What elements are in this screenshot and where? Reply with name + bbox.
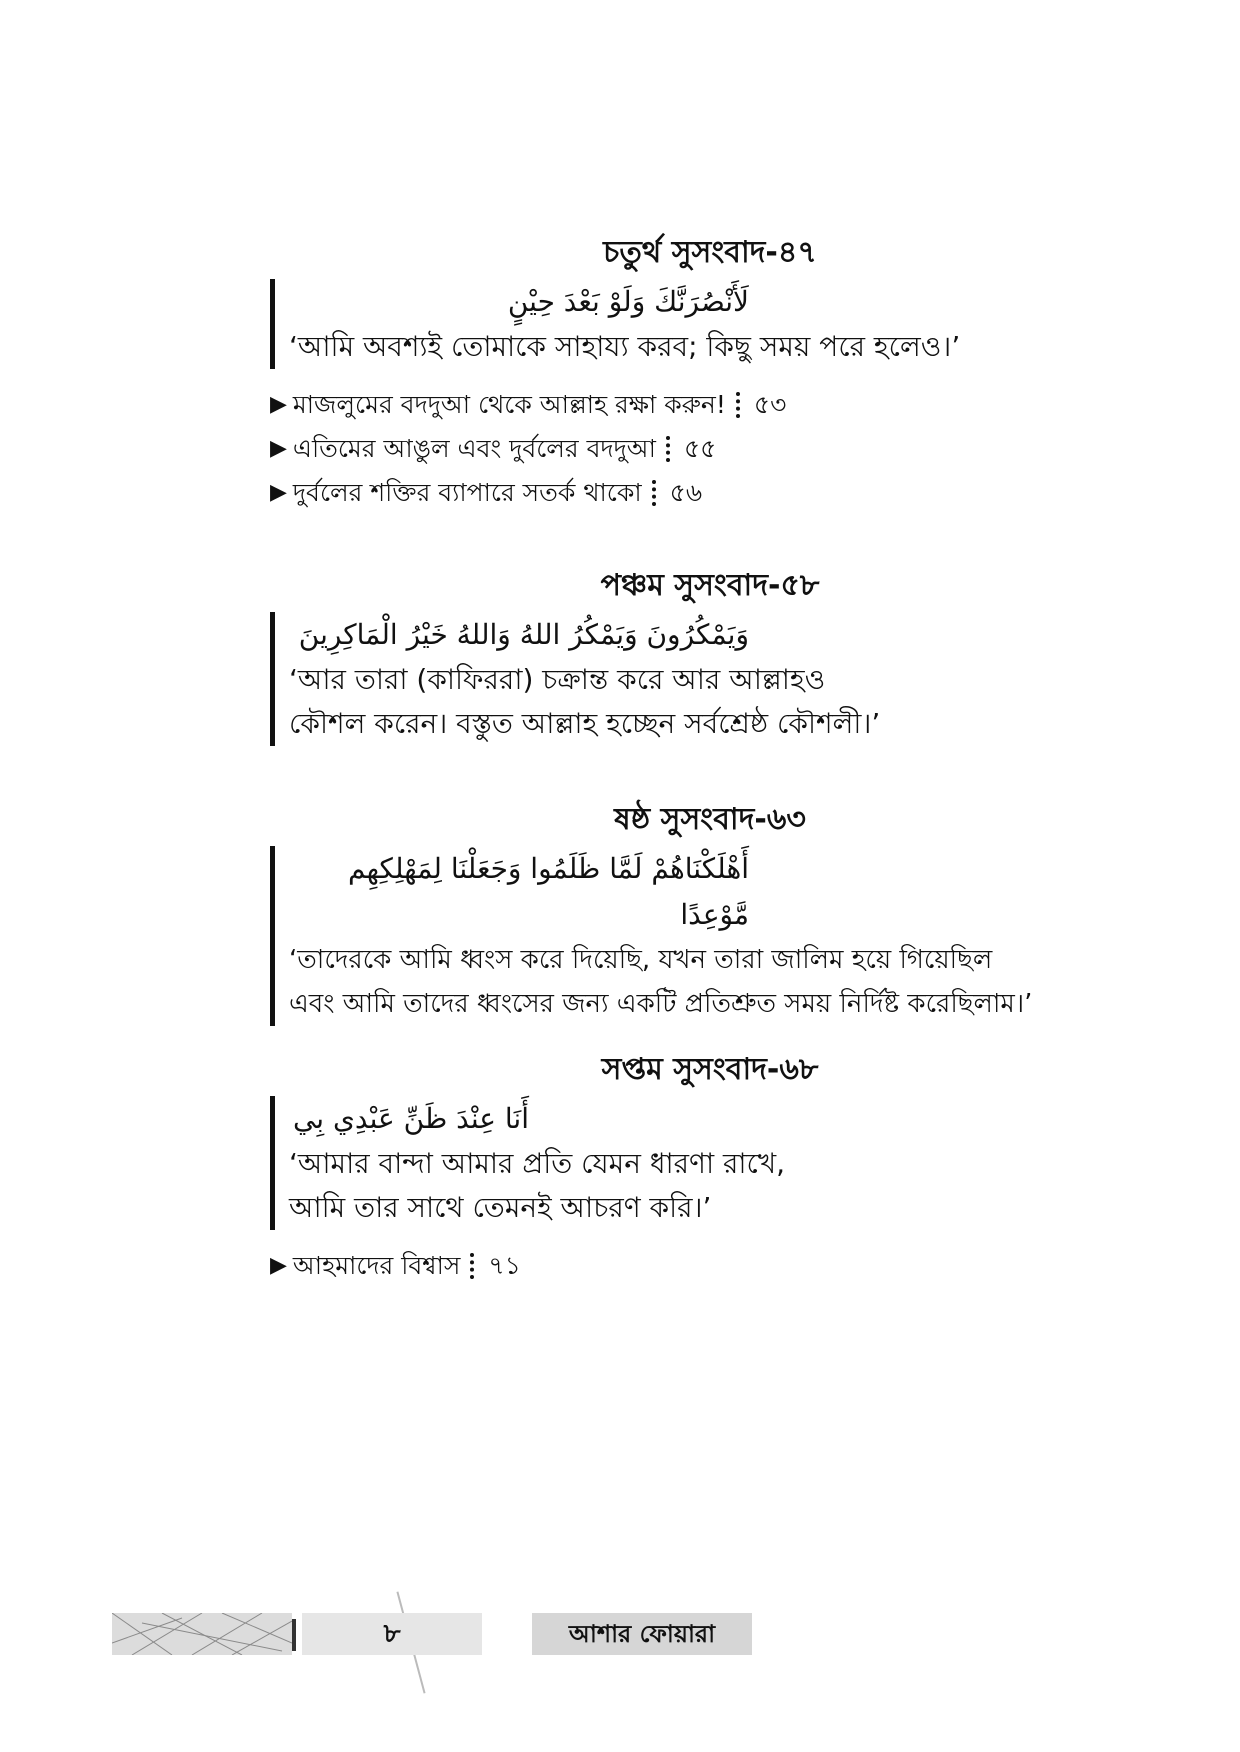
section-7 — [270, 1050, 1090, 1288]
link-page: ৫৩ — [753, 390, 787, 419]
translation-line: ‘তাদেরকে আমি ধ্বংস করে দিয়েছি, যখন তারা জালিম হয়ে গিয়েছিল — [289, 945, 993, 975]
quote-block — [270, 279, 1090, 369]
dotted-separator-icon — [470, 1253, 478, 1279]
toc-link[interactable] — [270, 471, 1090, 515]
crosshatch-pattern-icon — [112, 1613, 292, 1655]
quote-block — [270, 1096, 1090, 1230]
section-4 — [270, 233, 1090, 515]
toc-link[interactable] — [270, 427, 1090, 471]
section-heading: সপ্তম সুসংবাদ-৬৮ — [601, 1052, 819, 1087]
page-number: ৮ — [302, 1613, 482, 1655]
footer-pattern — [112, 1613, 292, 1655]
link-text: এতিমের আঙুল এবং দুর্বলের বদদুআ — [292, 434, 656, 463]
footer-bar — [292, 1619, 296, 1651]
quote-block — [270, 612, 1090, 746]
section-6 — [270, 800, 1090, 1026]
section-5 — [270, 566, 1090, 746]
translation-line: কৌশল করেন। বস্তুত আল্লাহ হচ্ছেন সর্বশ্রেষ্ঠ কৌশলী।’ — [289, 707, 881, 740]
section-heading: পঞ্চম সুসংবাদ-৫৮ — [600, 568, 820, 603]
play-triangle-icon: ▶ — [270, 436, 287, 461]
arabic-verse: أَنَا عِنْدَ ظَنِّ عَبْدِي بِي — [292, 1102, 529, 1135]
arabic-verse: أَهْلَكْنَاهُمْ لَمَّا ظَلَمُوا وَجَعَلْنَا لِمَهْلِكِهِم مَّوْعِدًا — [348, 852, 749, 931]
play-triangle-icon: ▶ — [270, 392, 287, 417]
play-triangle-icon: ▶ — [270, 1253, 287, 1278]
dotted-separator-icon — [736, 392, 744, 418]
quote-block — [270, 846, 1090, 1026]
link-text: মাজলুমের বদদুআ থেকে আল্লাহ রক্ষা করুন! — [292, 390, 726, 419]
link-list — [270, 383, 1090, 515]
section-heading: চতুর্থ সুসংবাদ-৪৭ — [603, 235, 817, 270]
page-footer — [112, 1613, 716, 1655]
translation-line: আমি তার সাথে তেমনই আচরণ করি।’ — [289, 1191, 712, 1224]
play-triangle-icon: ▶ — [270, 480, 287, 505]
toc-link[interactable] — [270, 1244, 1090, 1288]
arabic-verse: لَأَنْصُرَنَّكَ وَلَوْ بَعْدَ حِيْنٍ — [507, 285, 749, 318]
dotted-separator-icon — [652, 480, 660, 506]
dotted-separator-icon — [666, 436, 674, 462]
link-list — [270, 1244, 1090, 1288]
link-text: আহমাদের বিশ্বাস — [292, 1251, 461, 1280]
section-heading: ষষ্ঠ সুসংবাদ-৬৩ — [614, 802, 806, 837]
link-text: দুর্বলের শক্তির ব্যাপারে সতর্ক থাকো — [292, 478, 642, 507]
translation-line: এবং আমি তাদের ধ্বংসের জন্য একটি প্রতিশ্রুত সময় নির্দিষ্ট করেছিলাম।’ — [289, 989, 1033, 1019]
translation-line: ‘আর তারা (কাফিররা) চক্রান্ত করে আর আল্লাহও — [289, 663, 826, 696]
toc-link[interactable] — [270, 383, 1090, 427]
translation-line: ‘আমি অবশ্যই তোমাকে সাহায্য করব; কিছু সময় পরে হলেও।’ — [289, 330, 961, 363]
link-page: ৭১ — [488, 1251, 521, 1280]
book-title: আশার ফোয়ারা — [532, 1613, 752, 1655]
arabic-verse: وَيَمْكُرُونَ وَيَمْكُرُ اللهُ وَاللهُ خَيْرُ الْمَاكِرِينَ — [298, 618, 749, 651]
translation-line: ‘আমার বান্দা আমার প্রতি যেমন ধারণা রাখে, — [289, 1147, 786, 1180]
link-page: ৫৫ — [683, 434, 717, 463]
link-page: ৫৬ — [669, 478, 703, 507]
